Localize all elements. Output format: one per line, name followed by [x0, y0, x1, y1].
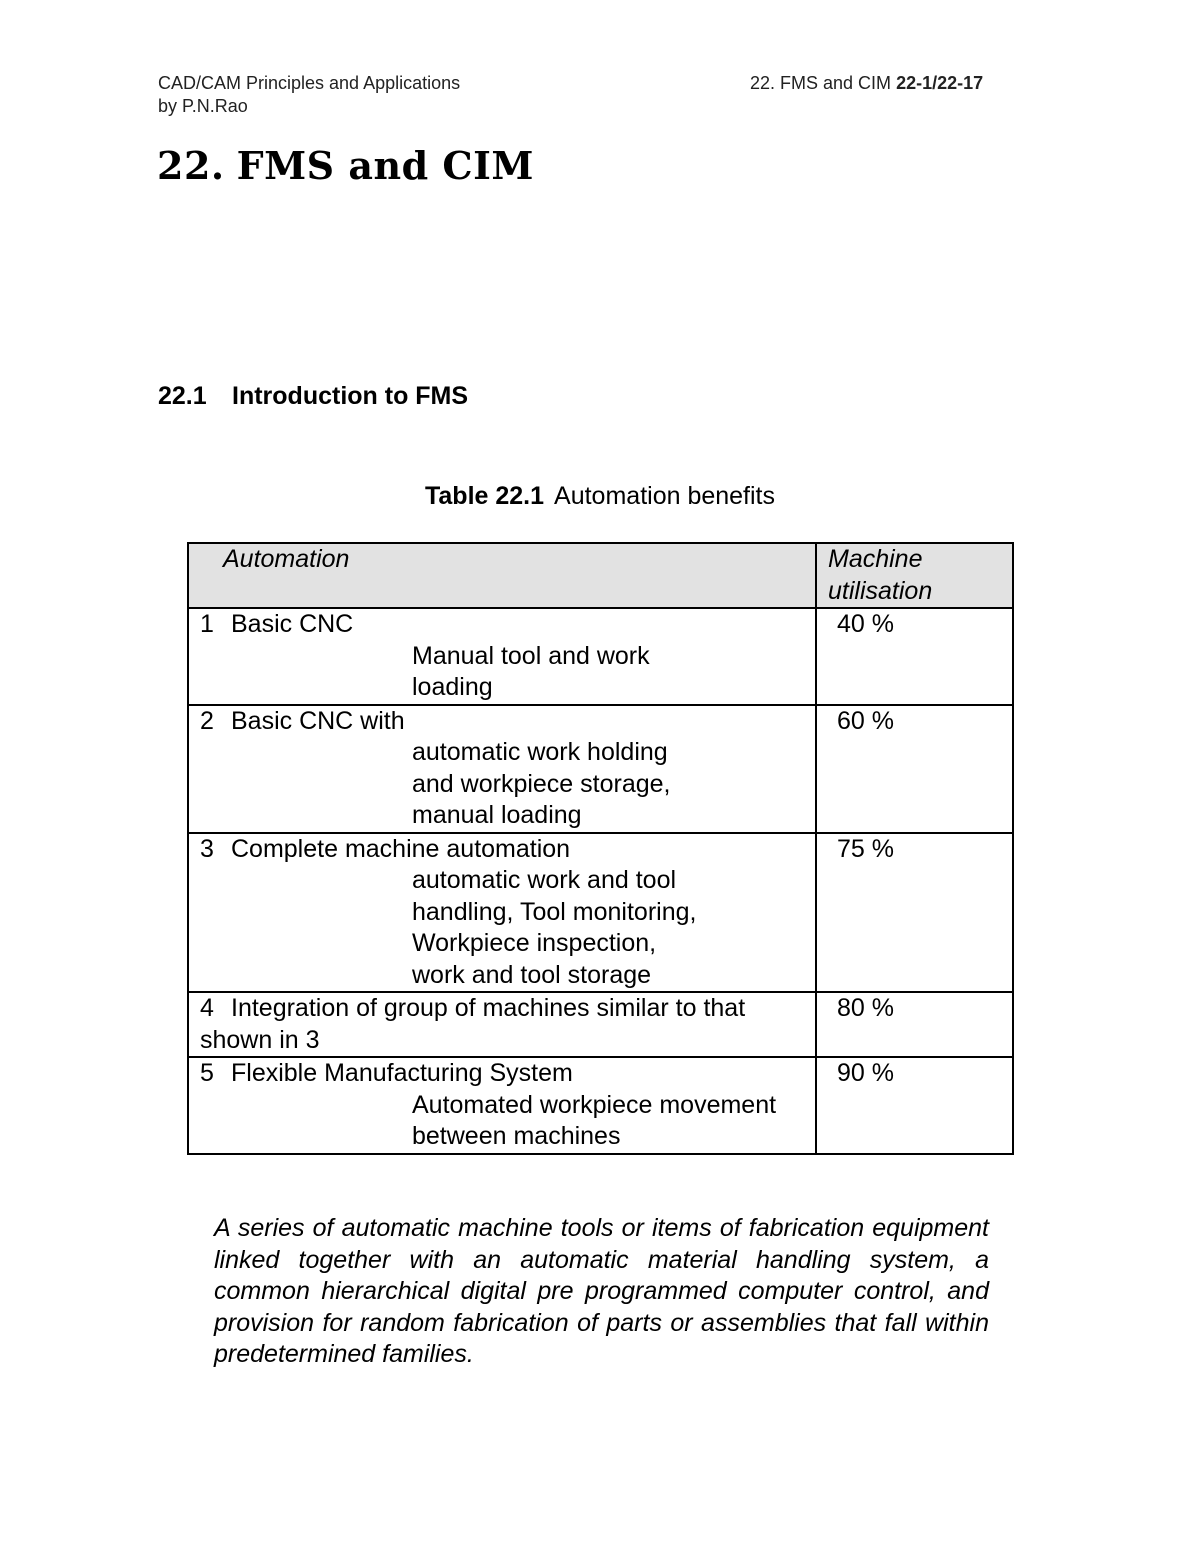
- table-row: [188, 608, 1013, 705]
- utilisation-cell: [816, 608, 1013, 705]
- row-title: Basic CNC with: [231, 706, 405, 735]
- chapter-reference: 22. FMS and CIM: [750, 73, 892, 93]
- utilisation-value: 75 %: [837, 834, 894, 863]
- utilisation-value: 60 %: [837, 706, 894, 735]
- fms-definition: A series of automatic machine tools or items of fabrication equipment linked together with an automatic material handling system, a common hierarchical digital pre programmed computer control, and provision for random fabrication of parts or assemblies that fall within predetermined families.: [214, 1214, 989, 1368]
- row-title: Flexible Manufacturing System: [231, 1059, 573, 1087]
- utilisation-cell: [816, 992, 1013, 1057]
- table-caption: [0, 480, 1200, 512]
- book-author: by P.N.Rao: [158, 96, 248, 116]
- row-detail: handling, Tool monitoring,: [412, 897, 697, 926]
- automation-cell: [188, 1057, 816, 1154]
- utilisation-cell: [816, 833, 1013, 993]
- section-name: Introduction to FMS: [232, 382, 469, 410]
- utilisation-cell: [816, 1057, 1013, 1154]
- utilisation-value: 40 %: [837, 610, 894, 638]
- row-detail: between machines: [412, 1122, 621, 1150]
- chapter-title: [157, 140, 534, 192]
- utilisation-value: 90 %: [837, 1059, 894, 1087]
- row-index: 1: [200, 610, 214, 638]
- automation-cell: [188, 833, 816, 993]
- row-detail: Automated workpiece movement: [412, 1090, 777, 1119]
- row-detail: and workpiece storage,: [412, 769, 671, 798]
- running-header-left: [158, 72, 460, 118]
- automation-benefits-table: [187, 542, 1014, 1155]
- row-title: Integration of group of machines similar to that: [231, 994, 746, 1022]
- header-automation: Automation: [188, 543, 816, 608]
- table-header-row: [188, 543, 1013, 608]
- table-row: [188, 1057, 1013, 1154]
- table-caption-text: Automation benefits: [554, 482, 776, 510]
- automation-cell: [188, 608, 816, 705]
- section-heading: [158, 380, 468, 412]
- row-detail: work and tool storage: [412, 960, 652, 989]
- page-number: 22-1/22-17: [896, 73, 984, 93]
- utilisation-value: 80 %: [837, 994, 894, 1022]
- automation-cell: [188, 705, 816, 833]
- utilisation-cell: [816, 705, 1013, 833]
- row-detail: Workpiece inspection,: [412, 929, 657, 957]
- row-title: Complete machine automation: [231, 834, 571, 863]
- row-detail: automatic work holding: [412, 738, 668, 766]
- row-index: 2: [200, 706, 214, 735]
- running-header-right: [750, 72, 983, 95]
- header-machine-utilisation: Machine utilisation: [816, 543, 1013, 608]
- book-title: CAD/CAM Principles and Applications: [158, 73, 461, 93]
- row-index: 5: [200, 1059, 214, 1087]
- row-index: 4: [200, 994, 214, 1022]
- section-number: 22.1: [158, 382, 207, 410]
- row-detail: loading: [412, 673, 493, 701]
- table-row: [188, 992, 1013, 1057]
- table-row: [188, 705, 1013, 833]
- row-detail: manual loading: [412, 801, 582, 829]
- row-title-continued: shown in 3: [200, 1025, 320, 1054]
- row-title: Basic CNC: [231, 610, 354, 638]
- row-detail: Manual tool and work: [412, 641, 650, 670]
- row-detail: automatic work and tool: [412, 866, 677, 894]
- chapter-number: 22.: [157, 143, 225, 188]
- row-index: 3: [200, 834, 214, 863]
- chapter-name: FMS and CIM: [236, 143, 534, 188]
- automation-cell: [188, 992, 816, 1057]
- table-row: [188, 833, 1013, 993]
- table-caption-label: Table 22.1: [424, 482, 545, 510]
